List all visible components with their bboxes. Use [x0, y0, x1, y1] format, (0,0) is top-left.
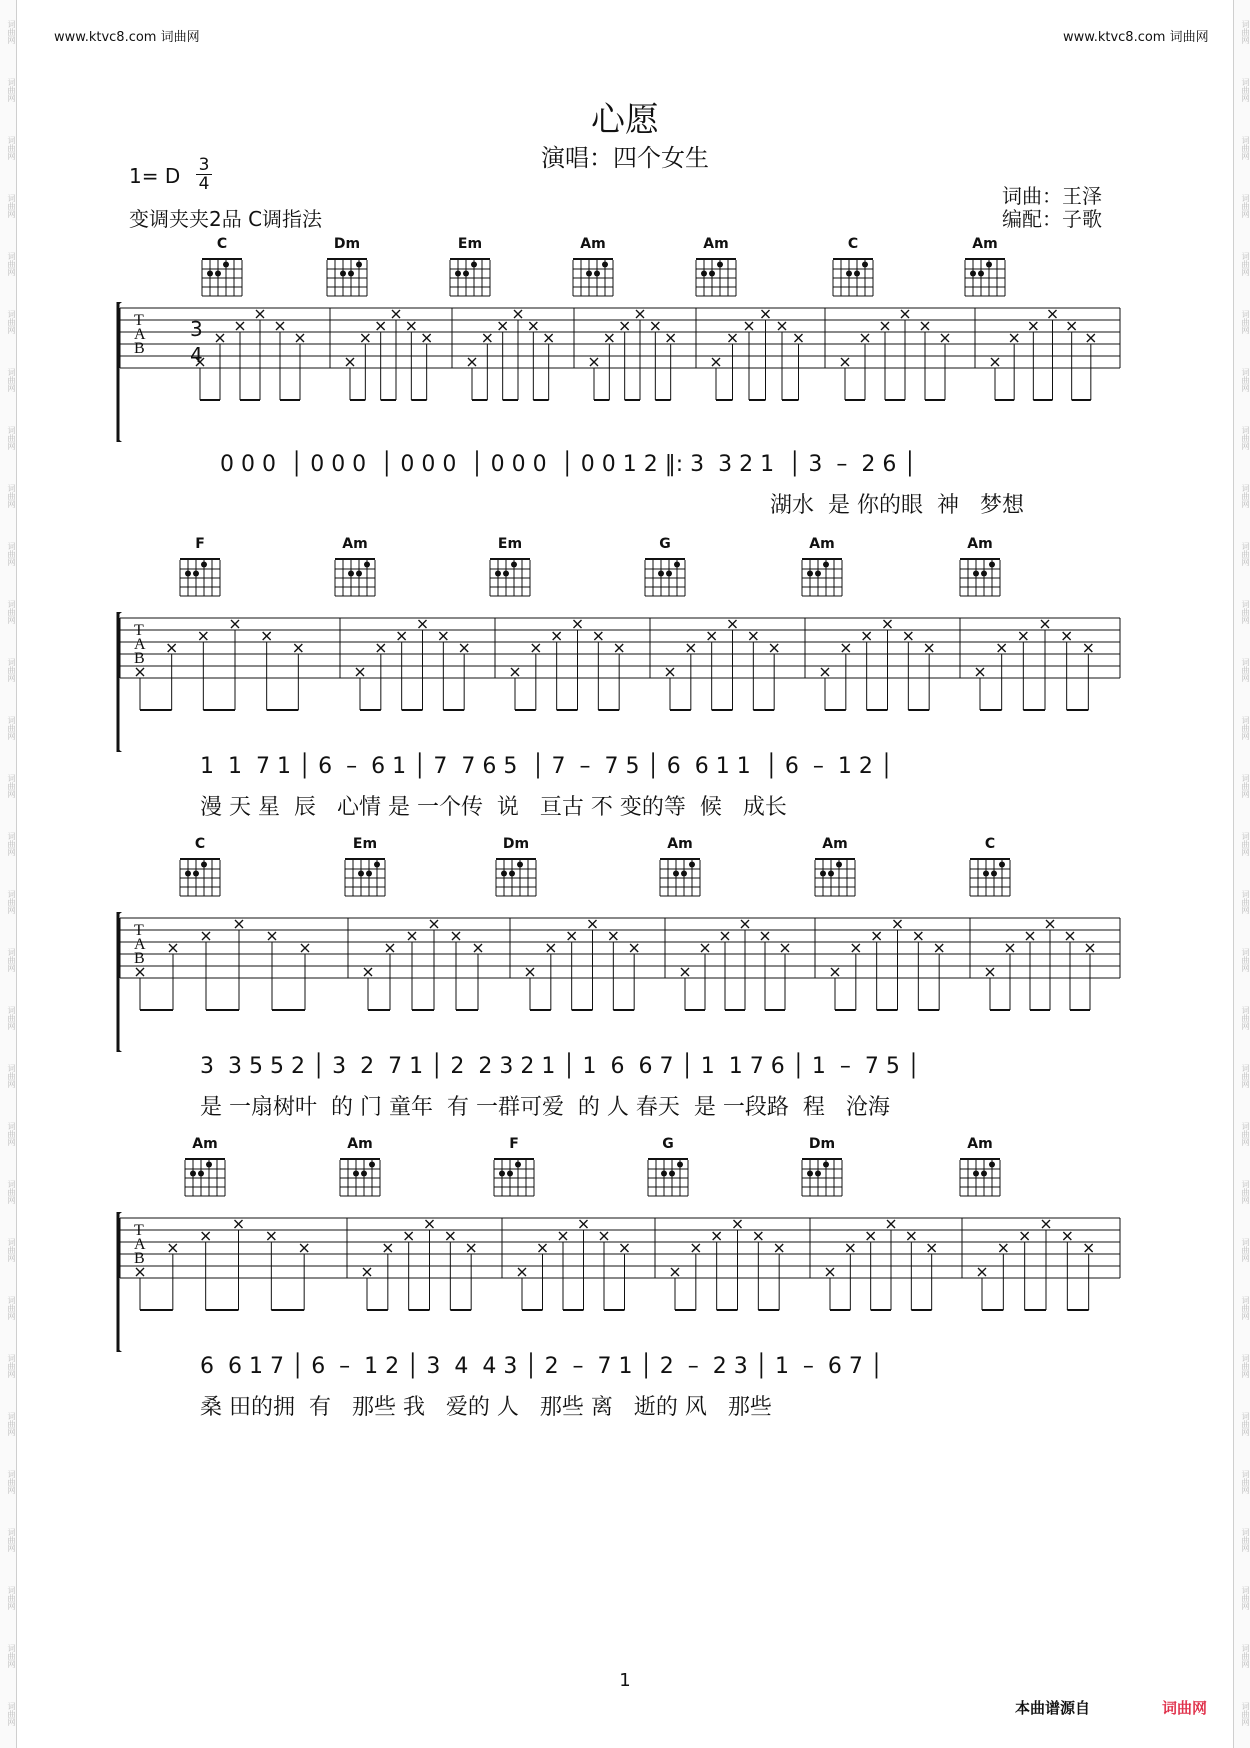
edge-watermark-text: 词曲网: [7, 1702, 16, 1726]
page-number: 1: [619, 1670, 631, 1691]
chord-grid-icon: [563, 252, 623, 298]
chord-grid-icon: [638, 1152, 698, 1198]
edge-watermark-text: 词曲网: [7, 426, 16, 450]
edge-watermark-text: 词曲网: [1241, 1064, 1250, 1088]
chord-diagram: [635, 536, 695, 602]
edge-watermark-text: 词曲网: [7, 1122, 16, 1146]
tab-clef-letter: B: [134, 340, 145, 357]
edge-watermark-text: 词曲网: [7, 1528, 16, 1552]
edge-watermark-text: 词曲网: [7, 1064, 16, 1088]
chord-diagram: [480, 536, 540, 602]
edge-watermark-text: 词曲网: [1241, 1238, 1250, 1262]
song-title: 心愿: [591, 100, 659, 140]
score-system-3: [0, 836, 1250, 1126]
chord-diagram: [823, 236, 883, 302]
edge-watermark-text: 词曲网: [1241, 1180, 1250, 1204]
edge-watermark-text: 词曲网: [7, 1412, 16, 1436]
chord-grid-icon: [792, 1152, 852, 1198]
header-site-right: www.ktvc8.com 词曲网: [1063, 30, 1209, 45]
chord-grid-icon: [823, 252, 883, 298]
chord-diagram: [638, 1136, 698, 1202]
edge-watermark-text: 词曲网: [7, 1180, 16, 1204]
chord-name: Am: [967, 536, 993, 552]
chord-grid-icon: [805, 852, 865, 898]
edge-watermark-text: 词曲网: [1241, 368, 1250, 392]
chord-grid-icon: [170, 852, 230, 898]
tab-staff: [0, 612, 1250, 752]
score-system-4: [0, 1136, 1250, 1426]
time-sig-bottom: 4: [196, 174, 212, 193]
edge-watermark-text: 词曲网: [7, 658, 16, 682]
edge-watermark-text: 词曲网: [1241, 832, 1250, 856]
chord-grid-icon: [325, 552, 385, 598]
jianpu-notation: 0 0 0 │ 0 0 0 │ 0 0 0 │ 0 0 0 │ 0 0 1 2 ‖: 3 3 2 1 │ 3 – 2 6 │: [220, 452, 917, 477]
chord-diagram: [960, 836, 1020, 902]
chord-diagram: [686, 236, 746, 302]
tab-clef-letter: B: [134, 650, 145, 667]
edge-watermark-text: 词曲网: [1241, 1006, 1250, 1030]
tab-clef-letter: T: [134, 1222, 144, 1239]
chord-name: Am: [347, 1136, 373, 1152]
edge-watermark-text: 词曲网: [7, 194, 16, 218]
tab-staff: [0, 912, 1250, 1052]
tab-time-digit: 3: [190, 317, 203, 341]
score-system-2: [0, 536, 1250, 826]
edge-watermark-text: 词曲网: [7, 484, 16, 508]
chord-diagram: [325, 536, 385, 602]
edge-watermark-text: 词曲网: [7, 136, 16, 160]
chord-name: Em: [497, 536, 523, 552]
capo-instruction: 变调夹夹2品 C调指法: [129, 207, 323, 231]
header-site-left: www.ktvc8.com 词曲网: [54, 30, 200, 45]
chord-grid-icon: [175, 1152, 235, 1198]
chord-name: G: [659, 536, 671, 552]
chord-grid-icon: [335, 852, 395, 898]
tab-clef: [134, 624, 146, 666]
chord-name: Am: [972, 236, 998, 252]
chord-diagram: [805, 836, 865, 902]
jianpu-notation: 6 6 1 7 │ 6 – 1 2 │ 3 4 4 3 │ 2 – 7 1 │ 2 – 2 3 │ 1 – 6 7 │: [200, 1354, 884, 1379]
tab-clef-letter: T: [134, 312, 144, 329]
tab-clef: [134, 924, 146, 966]
chord-grid-icon: [950, 552, 1010, 598]
chord-grid-icon: [950, 1152, 1010, 1198]
chord-grid-icon: [955, 252, 1015, 298]
chord-name: C: [984, 836, 996, 852]
chord-grid-icon: [486, 852, 546, 898]
edge-watermark-text: 词曲网: [7, 1296, 16, 1320]
tab-clef-letter: A: [134, 636, 146, 653]
chord-diagram: [950, 1136, 1010, 1202]
chord-name: Am: [342, 536, 368, 552]
edge-watermark-text: 词曲网: [1241, 1586, 1250, 1610]
edge-watermark-text: 词曲网: [7, 1006, 16, 1030]
edge-watermark-text: 词曲网: [7, 252, 16, 276]
chord-grid-icon: [484, 1152, 544, 1198]
edge-watermark-text: 词曲网: [7, 890, 16, 914]
chord-diagram: [170, 536, 230, 602]
tab-clef-letter: T: [134, 922, 144, 939]
chord-diagram: [330, 1136, 390, 1202]
tab-staff: [0, 302, 1250, 442]
edge-watermark-text: 词曲网: [1241, 542, 1250, 566]
lyrics-line: 漫 天 星 辰 心情 是 一个传 说 亘古 不 变的等 候 成长: [200, 795, 787, 820]
chord-name: Am: [703, 236, 729, 252]
time-signature: [196, 156, 212, 193]
edge-watermark-text: 词曲网: [7, 716, 16, 740]
edge-watermark-text: 词曲网: [1241, 136, 1250, 160]
edge-watermark-text: 词曲网: [7, 1470, 16, 1494]
edge-watermark-text: 词曲网: [7, 310, 16, 334]
chord-diagram: [192, 236, 252, 302]
tab-staff: [0, 1212, 1250, 1352]
chord-diagram: [950, 536, 1010, 602]
chord-diagram: [650, 836, 710, 902]
chord-diagram: [175, 1136, 235, 1202]
chord-name: G: [662, 1136, 674, 1152]
chord-diagram: [335, 836, 395, 902]
footer-brand: 词曲网: [1162, 1699, 1208, 1717]
edge-watermark-text: 词曲网: [1241, 20, 1250, 44]
chord-grid-icon: [635, 552, 695, 598]
chord-name: Dm: [502, 836, 530, 852]
song-singer: 演唱：四个女生: [541, 144, 709, 172]
edge-watermark-text: 词曲网: [7, 832, 16, 856]
jianpu-notation: 1 1 7 1 │ 6 – 6 1 │ 7 7 6 5 │ 7 – 7 5 │ 6 6 1 1 │ 6 – 1 2 │: [200, 754, 894, 779]
lyricist: 词曲：王泽: [1002, 184, 1102, 208]
tab-clef-letter: A: [134, 326, 146, 343]
chord-grid-icon: [192, 252, 252, 298]
chord-grid-icon: [686, 252, 746, 298]
tab-clef-letter: T: [134, 622, 144, 639]
chord-diagram: [955, 236, 1015, 302]
chord-grid-icon: [440, 252, 500, 298]
chord-grid-icon: [960, 852, 1020, 898]
edge-watermark-text: 词曲网: [1241, 194, 1250, 218]
chord-diagram: [317, 236, 377, 302]
chord-name: C: [216, 236, 228, 252]
chord-name: C: [194, 836, 206, 852]
tab-time-digit: 4: [190, 343, 203, 367]
score-system-1: [0, 236, 1250, 518]
edge-watermark-text: 词曲网: [1241, 252, 1250, 276]
chord-diagram: [792, 536, 852, 602]
chord-grid-icon: [170, 552, 230, 598]
chord-grid-icon: [650, 852, 710, 898]
edge-watermark-text: 词曲网: [7, 368, 16, 392]
edge-watermark-text: 词曲网: [7, 1644, 16, 1668]
lyrics-line: 桑 田的拥 有 那些 我 爱的 人 那些 离 逝的 风 那些: [200, 1395, 772, 1420]
edge-watermark-text: 词曲网: [1241, 658, 1250, 682]
edge-watermark-text: 词曲网: [1241, 484, 1250, 508]
edge-watermark-text: 词曲网: [1241, 1644, 1250, 1668]
edge-watermark-text: 词曲网: [7, 600, 16, 624]
arranger: 编配：子歌: [1002, 207, 1102, 231]
chord-name: Dm: [808, 1136, 836, 1152]
time-sig-top: 3: [198, 155, 210, 175]
chord-grid-icon: [330, 1152, 390, 1198]
edge-watermark-text: 词曲网: [7, 78, 16, 102]
edge-watermark-text: 词曲网: [7, 542, 16, 566]
edge-watermark-text: 词曲网: [1241, 774, 1250, 798]
edge-watermark-text: 词曲网: [1241, 1122, 1250, 1146]
jianpu-notation: 3 3 5 5 2 │ 3 2 7 1 │ 2 2 3 2 1 │ 1 6 6 7 │ 1 1 7 6 │ 1 – 7 5 │: [200, 1054, 921, 1079]
edge-watermark-text: 词曲网: [7, 1586, 16, 1610]
edge-watermark-text: 词曲网: [1241, 1702, 1250, 1726]
chord-diagram: [484, 1136, 544, 1202]
edge-watermark-text: 词曲网: [7, 1354, 16, 1378]
chord-name: Am: [809, 536, 835, 552]
tab-clef-letter: A: [134, 1236, 146, 1253]
edge-watermark-text: 词曲网: [1241, 716, 1250, 740]
edge-watermark-text: 词曲网: [1241, 1296, 1250, 1320]
chord-name: Am: [580, 236, 606, 252]
chord-name: F: [195, 536, 205, 552]
edge-watermark-text: 词曲网: [1241, 1528, 1250, 1552]
chord-name: F: [509, 1136, 519, 1152]
tab-clef-letter: B: [134, 1250, 145, 1267]
chord-name: Am: [967, 1136, 993, 1152]
chord-diagram: [792, 1136, 852, 1202]
edge-watermark-text: 词曲网: [7, 1238, 16, 1262]
edge-watermark-text: 词曲网: [1241, 310, 1250, 334]
chord-grid-icon: [317, 252, 377, 298]
edge-watermark-text: 词曲网: [7, 20, 16, 44]
edge-watermark-text: 词曲网: [1241, 1412, 1250, 1436]
edge-watermark-text: 词曲网: [1241, 948, 1250, 972]
tab-time-signature: [190, 316, 203, 368]
chord-diagram: [563, 236, 623, 302]
edge-watermark-text: 词曲网: [1241, 78, 1250, 102]
chord-grid-icon: [792, 552, 852, 598]
chord-name: Em: [457, 236, 483, 252]
tab-clef-letter: A: [134, 936, 146, 953]
chord-name: Dm: [333, 236, 361, 252]
edge-watermark-text: 词曲网: [1241, 890, 1250, 914]
lyrics-line: 湖水 是 你的眼 神 梦想: [770, 493, 1024, 518]
chord-diagram: [440, 236, 500, 302]
chord-diagram: [170, 836, 230, 902]
edge-watermark-text: 词曲网: [1241, 1354, 1250, 1378]
tab-clef: [134, 1224, 146, 1266]
edge-watermark-text: 词曲网: [1241, 600, 1250, 624]
song-key: 1= D: [129, 164, 181, 188]
chord-name: Am: [192, 1136, 218, 1152]
edge-watermark-text: 词曲网: [7, 774, 16, 798]
chord-name: Am: [667, 836, 693, 852]
chord-name: Am: [822, 836, 848, 852]
footer-source: 本曲谱源自: [1015, 1699, 1091, 1717]
tab-clef: [134, 314, 146, 356]
lyrics-line: 是 一扇树叶 的 门 童年 有 一群可爱 的 人 春天 是 一段路 程 沧海: [200, 1095, 890, 1120]
edge-watermark-text: 词曲网: [7, 948, 16, 972]
edge-watermark-text: 词曲网: [1241, 1470, 1250, 1494]
tab-clef-letter: B: [134, 950, 145, 967]
edge-watermark-text: 词曲网: [1241, 426, 1250, 450]
chord-name: Em: [352, 836, 378, 852]
chord-grid-icon: [480, 552, 540, 598]
chord-name: C: [847, 236, 859, 252]
chord-diagram: [486, 836, 546, 902]
